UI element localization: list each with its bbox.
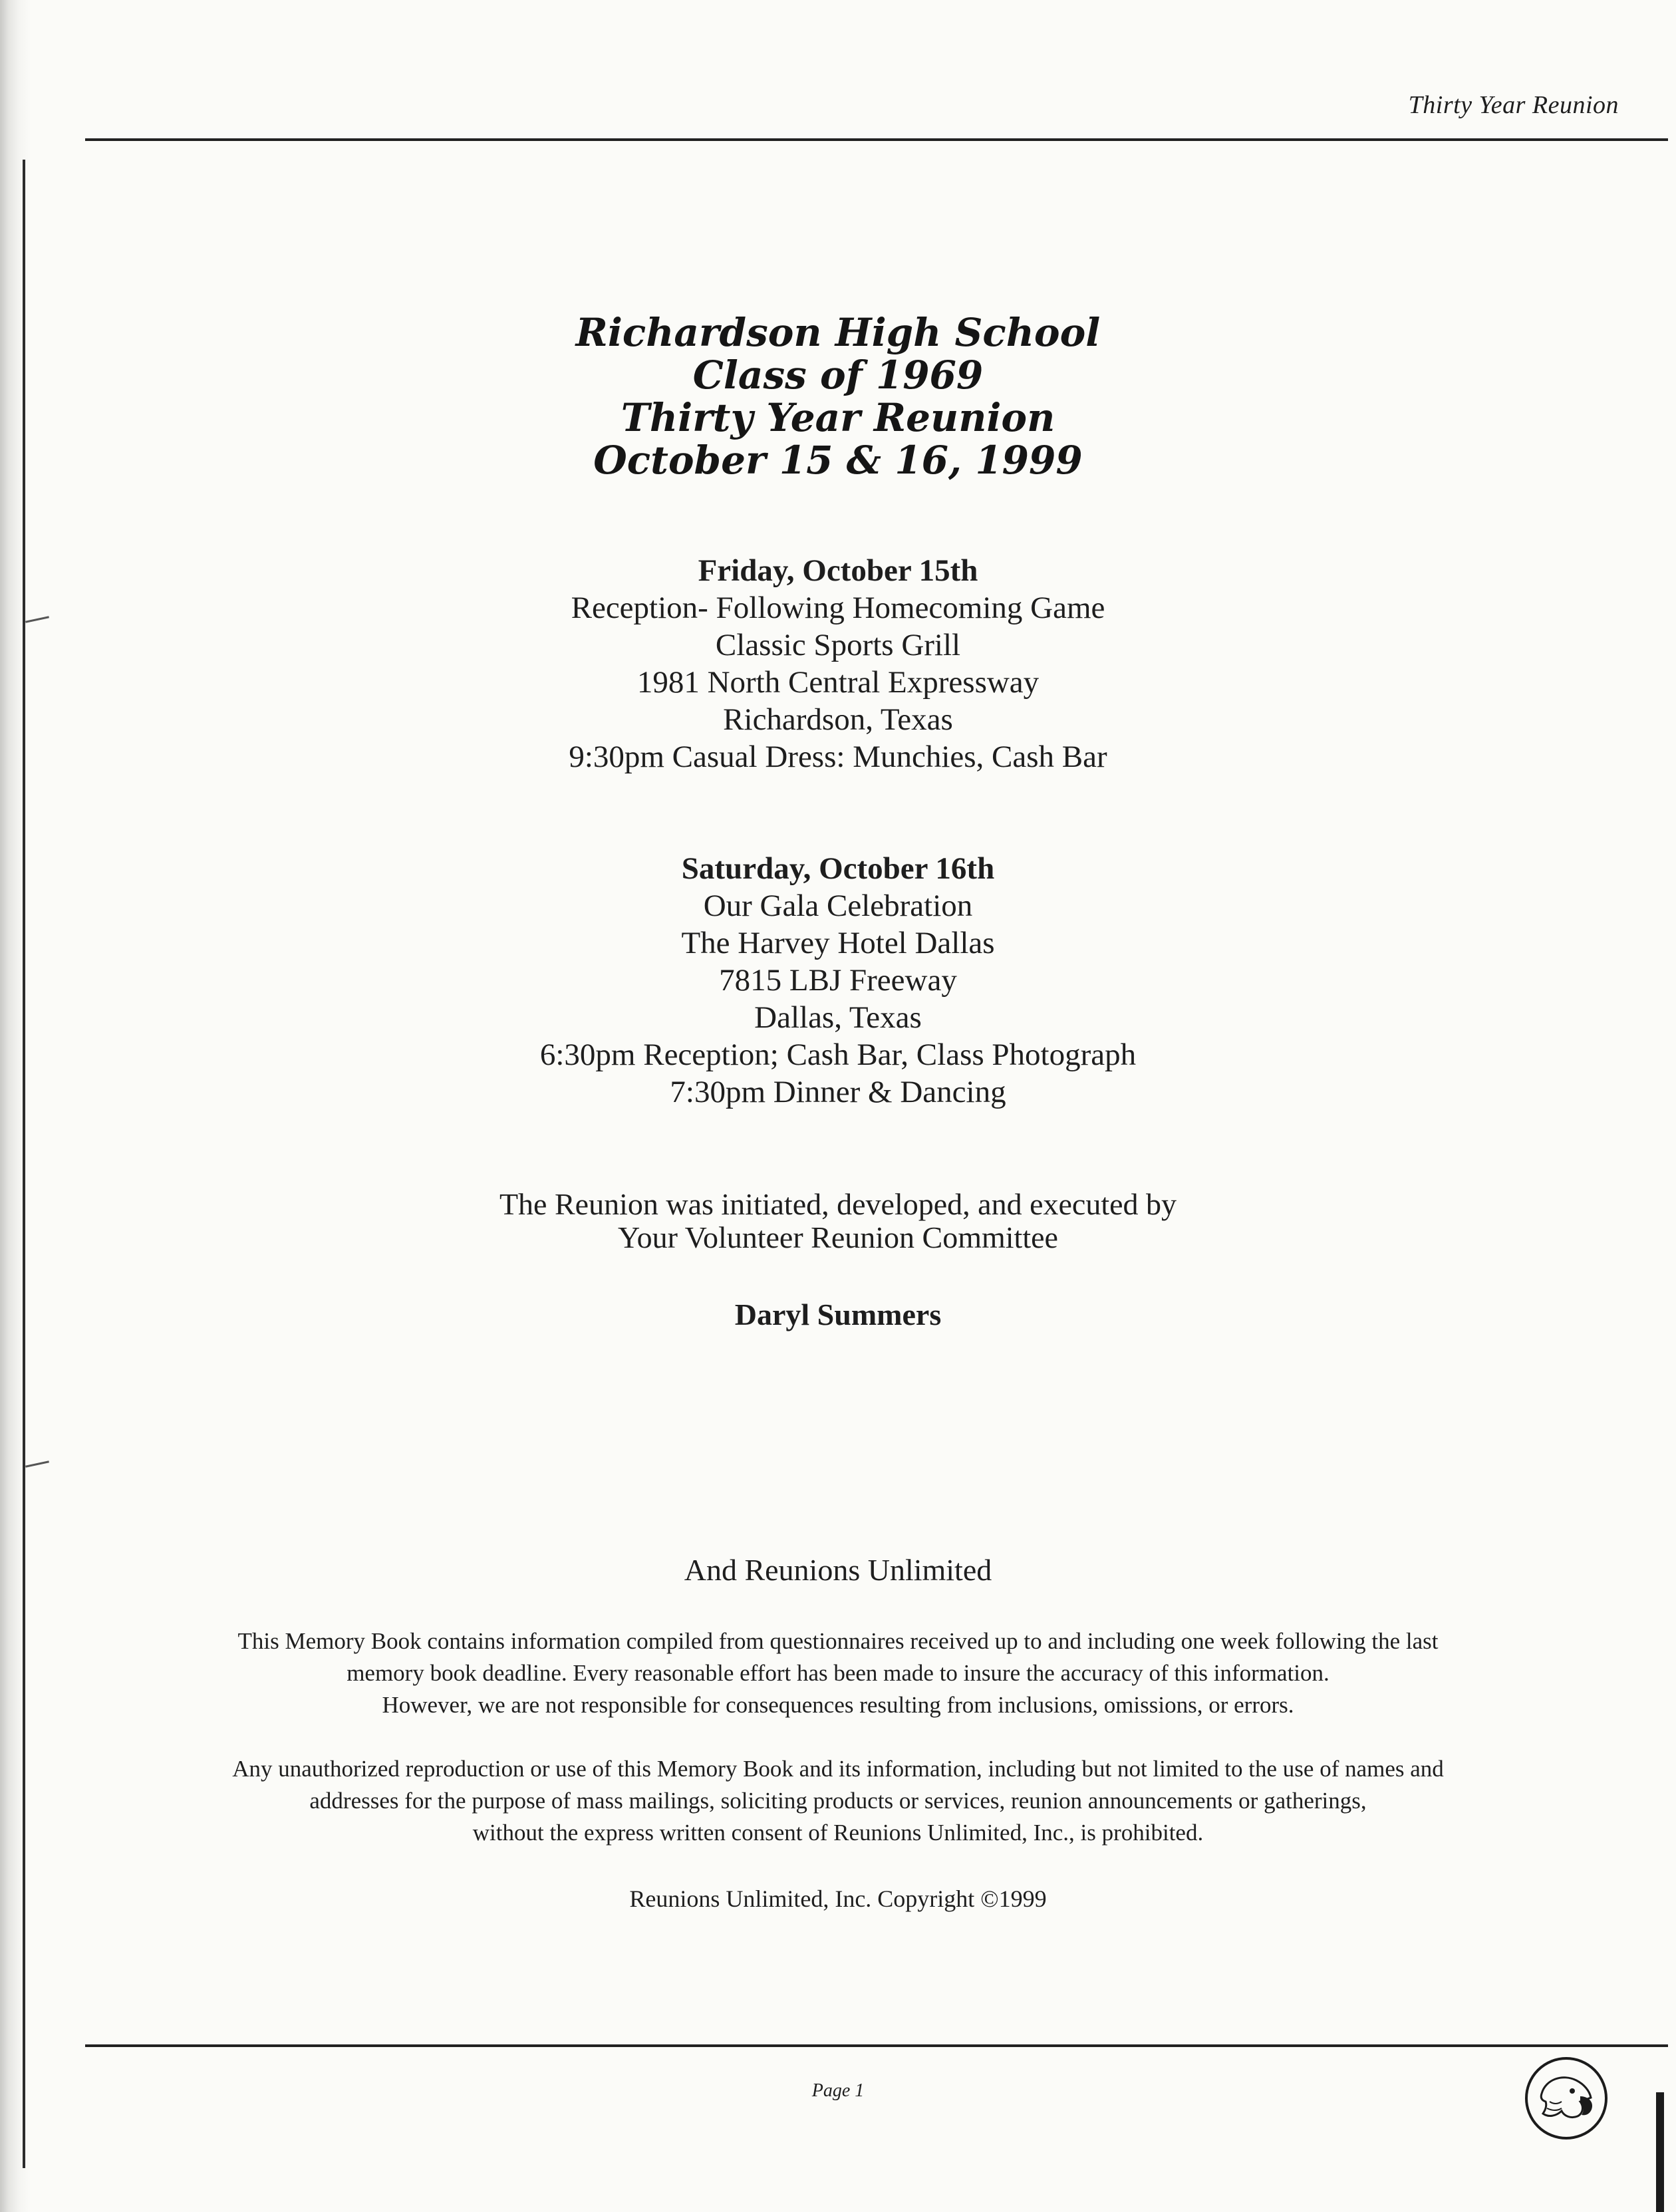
saturday-line: 7815 LBJ Freeway xyxy=(719,963,957,998)
title-line: Class of 1969 xyxy=(692,352,984,398)
reunion-title xyxy=(0,311,1676,482)
disclaimer-line: However, we are not responsible for consequences resulting from inclusions, omissions, or errors. xyxy=(382,1692,1294,1718)
saturday-heading: Saturday, October 16th xyxy=(681,851,995,886)
header-rule xyxy=(85,138,1668,141)
notice-line: Any unauthorized reproduction or use of this Memory Book and its information, including but not limited to the use of names and xyxy=(232,1756,1444,1782)
disclaimer-line: memory book deadline. Every reasonable effort has been made to insure the accuracy of this information. xyxy=(347,1660,1329,1686)
notice-line: addresses for the purpose of mass mailings, soliciting products or services, reunion announcements or gatherings, xyxy=(309,1788,1367,1814)
committee-credit xyxy=(0,1188,1676,1254)
page-number: Page 1 xyxy=(811,2080,865,2101)
notice-line: without the express written consent of Reunions Unlimited, Inc., is prohibited. xyxy=(472,1820,1204,1846)
title-line: Richardson High School xyxy=(575,310,1101,355)
publisher-credit: And Reunions Unlimited xyxy=(684,1553,992,1587)
friday-line: Classic Sports Grill xyxy=(715,628,961,662)
friday-line: Richardson, Texas xyxy=(723,702,953,737)
friday-line: 9:30pm Casual Dress: Munchies, Cash Bar xyxy=(569,740,1107,774)
footer-rule xyxy=(85,2044,1668,2047)
copyright-line: Reunions Unlimited, Inc. Copyright ©1999 xyxy=(629,1885,1047,1912)
friday-line: Reception- Following Homecoming Game xyxy=(571,591,1105,625)
saturday-line: The Harvey Hotel Dallas xyxy=(681,926,995,960)
saturday-line: Our Gala Celebration xyxy=(703,889,973,923)
committee-member-name: Daryl Summers xyxy=(734,1298,942,1331)
disclaimer-paragraph xyxy=(0,1625,1676,1721)
saturday-line: 7:30pm Dinner & Dancing xyxy=(670,1075,1006,1109)
eagle-head-icon xyxy=(1523,2055,1609,2142)
friday-schedule xyxy=(0,552,1676,775)
disclaimer-line: This Memory Book contains information compiled from questionnaires received up to and including one week following the last xyxy=(237,1628,1439,1654)
scan-edge-mark xyxy=(1656,2092,1664,2212)
credit-line: The Reunion was initiated, developed, and executed by xyxy=(499,1187,1177,1221)
friday-line: 1981 North Central Expressway xyxy=(636,665,1040,700)
saturday-line: Dallas, Texas xyxy=(754,1000,922,1035)
copyright-notice-paragraph xyxy=(0,1753,1676,1849)
title-line: Thirty Year Reunion xyxy=(621,395,1055,440)
saturday-line: 6:30pm Reception; Cash Bar, Class Photograph xyxy=(539,1037,1137,1072)
friday-heading: Friday, October 15th xyxy=(698,553,978,588)
saturday-schedule xyxy=(0,850,1676,1111)
credit-line: Your Volunteer Reunion Committee xyxy=(618,1220,1058,1254)
running-header: Thirty Year Reunion xyxy=(1408,91,1619,119)
title-line: October 15 & 16, 1999 xyxy=(593,438,1083,483)
